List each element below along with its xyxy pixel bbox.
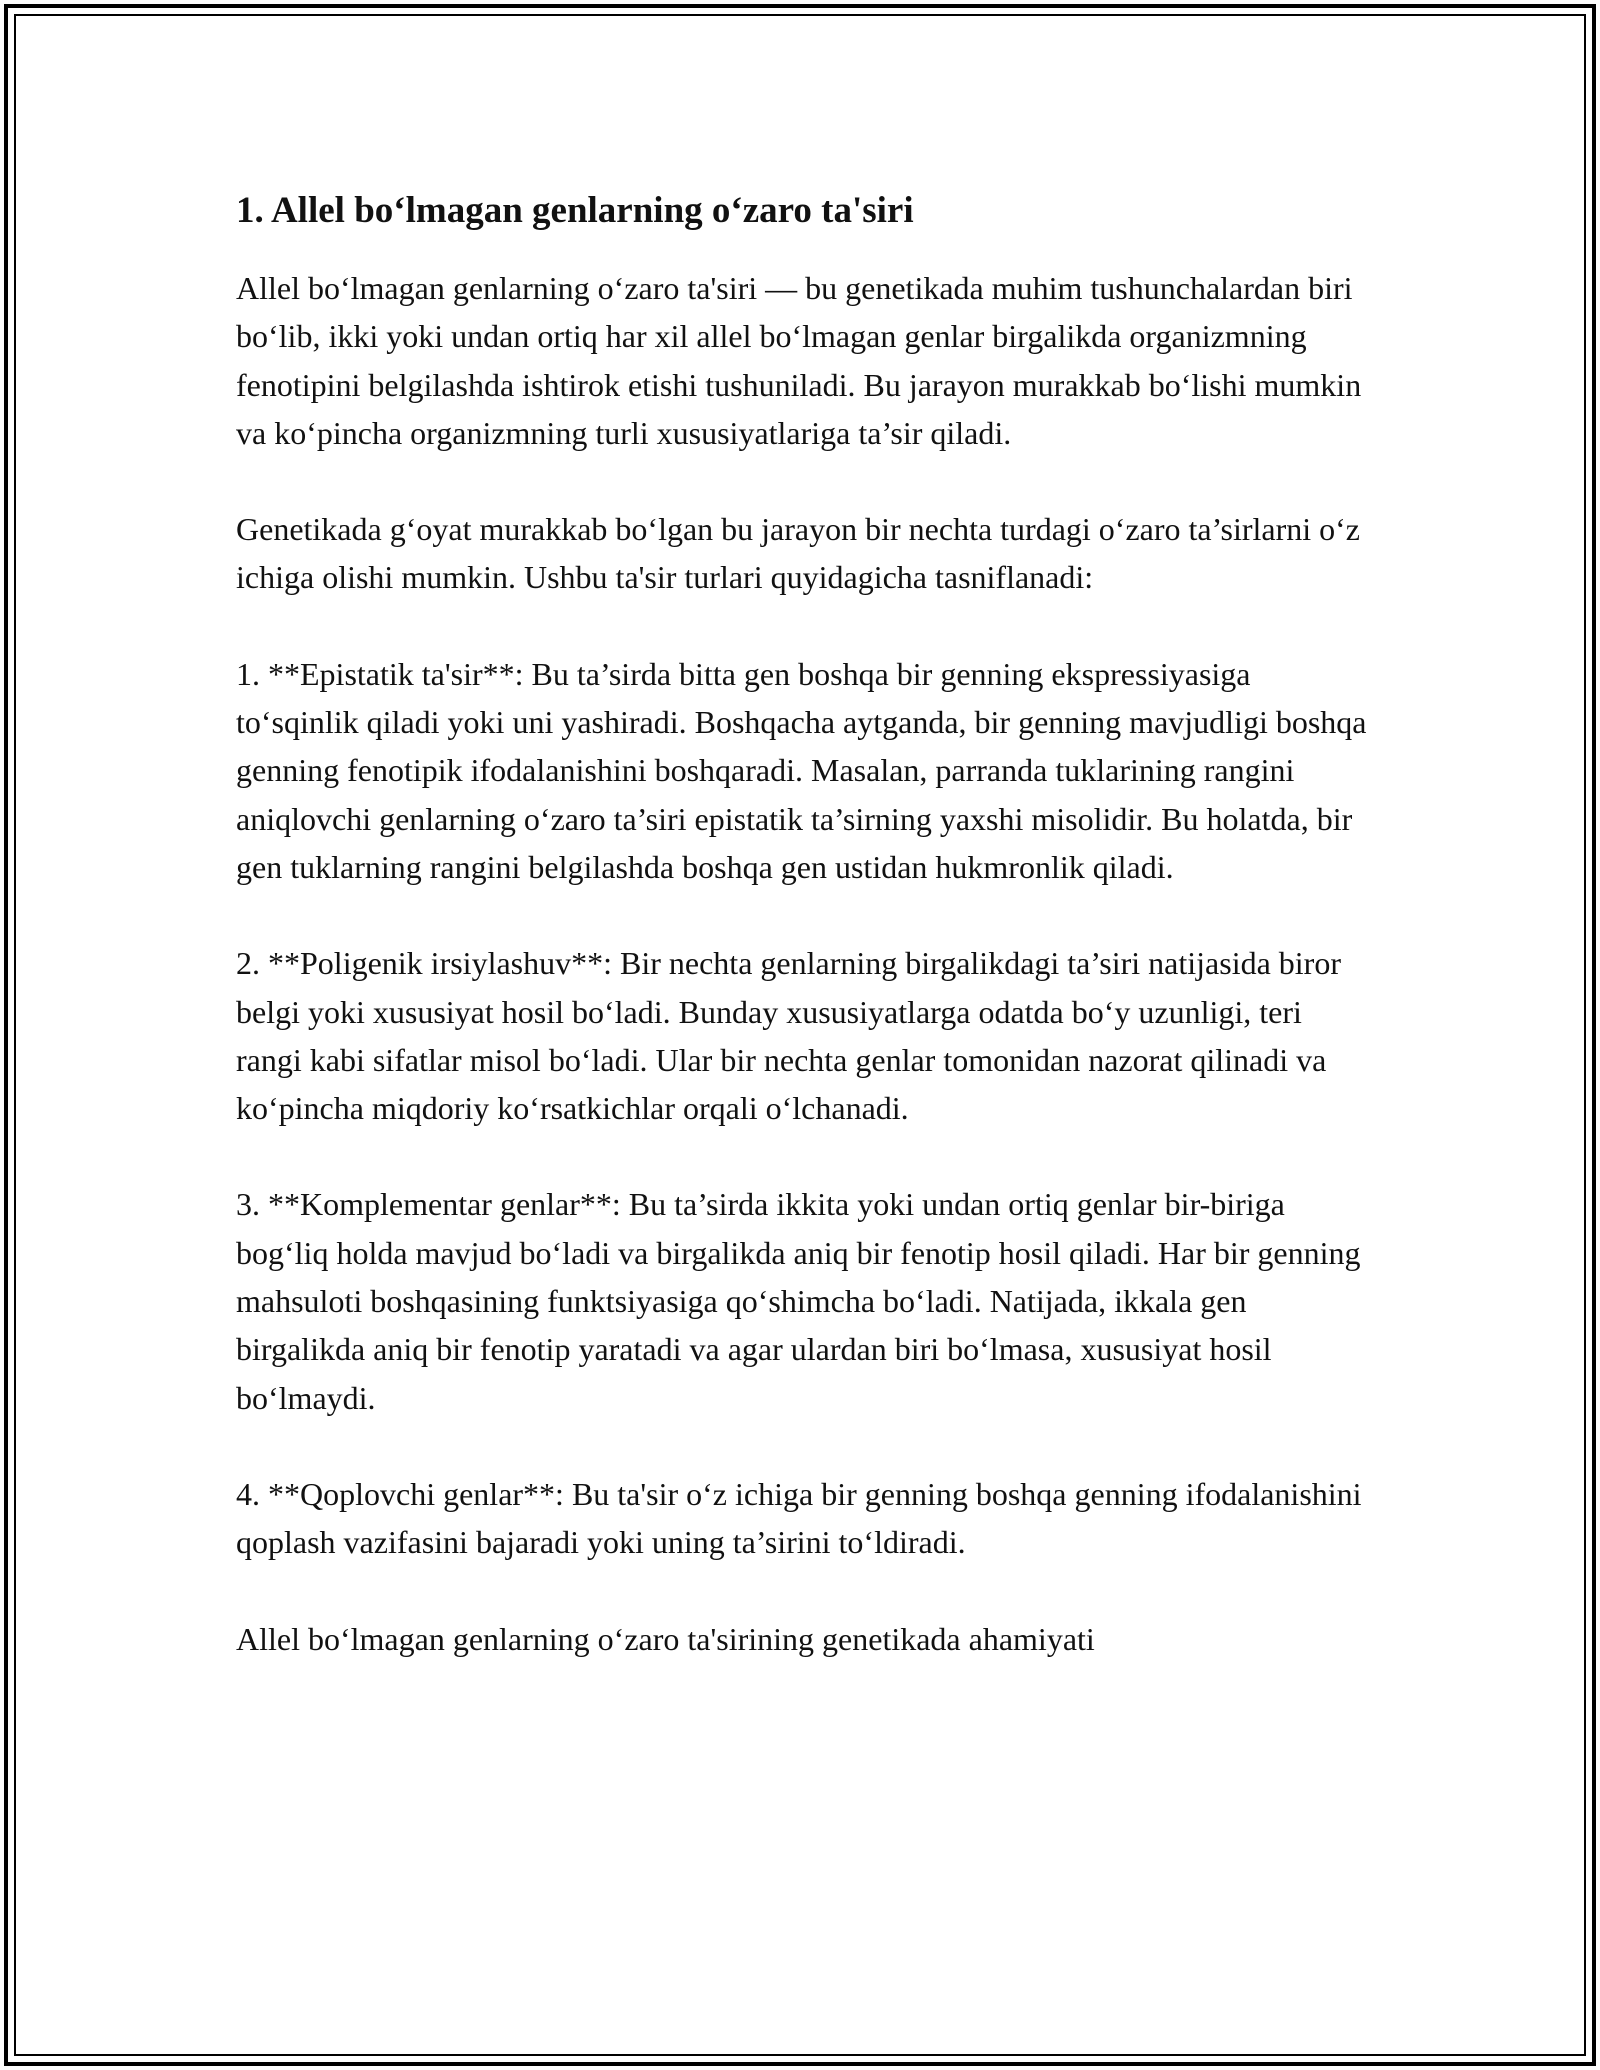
compensating-paragraph: 4. **Qoplovchi genlar**: Bu ta'sir o‘z ichiga bir genning boshqa genning ifodalanishini qoplash vazifasini bajaradi yoki uning ta’sirini to‘ldiradi. (236, 1475, 1362, 1561)
section-heading: 1. Allel bo‘lmagan genlarning o‘zaro ta'siri (236, 190, 914, 231)
document-body (236, 186, 1371, 1663)
significance-heading-line: Allel bo‘lmagan genlarning o‘zaro ta'sirining genetikada ahamiyati (236, 1620, 1095, 1657)
epistatic-paragraph: 1. **Epistatik ta'sir**: Bu ta’sirda bitta gen boshqa bir genning ekspressiyasiga to‘sqinlik qiladi yoki uni yashiradi. Boshqacha aytganda, bir genning mavjudligi boshqa genning fenotipik ifodalanishini boshqaradi. Masalan, parranda tuklarining rangini aniqlovchi genlarning o‘zaro ta’siri epistatik ta’sirning yaxshi misolidir. Bu holatda, bir gen tuklarning rangini belgilashda boshqa gen ustidan hukmronlik qiladi. (236, 655, 1367, 885)
complementary-paragraph: 3. **Komplementar genlar**: Bu ta’sirda ikkita yoki undan ortiq genlar bir-biriga bog‘liq holda mavjud bo‘ladi va birgalikda aniq bir fenotip hosil qiladi. Har bir genning mahsuloti boshqasining funktsiyasiga qo‘shimcha bo‘ladi. Natijada, ikkala gen birgalikda aniq bir fenotip yaratadi va agar ulardan biri bo‘lmasa, xususiyat hosil bo‘lmaydi. (236, 1186, 1361, 1416)
classification-paragraph: Genetikada g‘oyat murakkab bo‘lgan bu jarayon bir nechta turdagi o‘zaro ta’sirlarni o‘z ichiga olishi mumkin. Ushbu ta'sir turlari quyidagicha tasniflanadi: (236, 511, 1360, 596)
intro-paragraph: Allel bo‘lmagan genlarning o‘zaro ta'siri — bu genetikada muhim tushunchalardan biri bo‘lib, ikki yoki undan ortiq har xil allel bo‘lmagan genlar birgalikda organizmning fenotipini belgilashda ishtirok etishi tushuniladi. Bu jarayon murakkab bo‘lishi mumkin va ko‘pincha organizmning turli xususiyatlariga ta’sir qiladi. (236, 270, 1362, 451)
polygenic-paragraph: 2. **Poligenik irsiylashuv**: Bir nechta genlarning birgalikdagi ta’siri natijasida biror belgi yoki xususiyat hosil bo‘ladi. Bunday xususiyatlarga odatda bo‘y uzunligi, teri rangi kabi sifatlar misol bo‘ladi. Ular bir nechta genlar tomonidan nazorat qilinadi va ko‘pincha miqdoriy ko‘rsatkichlar orqali o‘lchanadi. (236, 945, 1341, 1127)
